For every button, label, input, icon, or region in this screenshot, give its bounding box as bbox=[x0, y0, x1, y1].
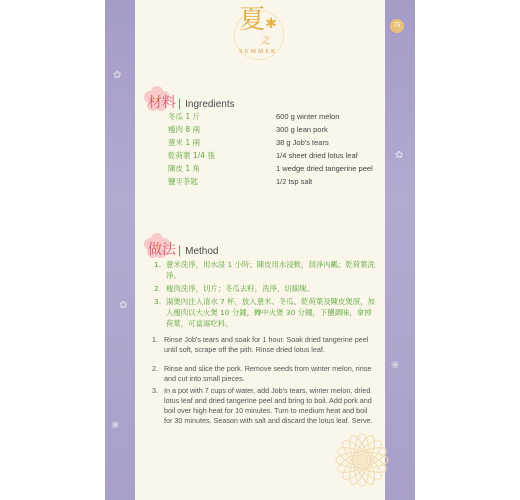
step-text-cn: 薏米洗淨，用水浸 1 小時；陳皮用水浸軟，刮淨內瓤；乾荷葉洗淨。 bbox=[166, 260, 375, 280]
ingredient-en: 38 g Job's tears bbox=[276, 138, 329, 147]
heading-separator: | bbox=[178, 243, 182, 257]
ingredient-en: 300 g lean pork bbox=[276, 125, 328, 134]
ingredient-row bbox=[168, 164, 373, 174]
step-text-en: Rinse Job's tears and soak for 1 hour. Soak dried tangerine peel until soft, scrape off the pith. Rinse dried lotus leaf. bbox=[164, 335, 369, 354]
small-flower-icon: ✿ bbox=[113, 70, 122, 81]
logo-english: SUMMER bbox=[238, 49, 277, 55]
step-text-cn: 瘦肉洗淨，切片；冬瓜去籽，洗淨，切細塊。 bbox=[166, 284, 314, 293]
ingredient-row bbox=[168, 177, 312, 187]
step-number: 2. bbox=[154, 284, 162, 293]
step-number: 2. bbox=[152, 364, 158, 373]
star-icon: ✱ bbox=[265, 16, 277, 32]
method-step-en bbox=[152, 364, 374, 384]
small-flower-icon: ✿ bbox=[119, 300, 128, 311]
method-step-en bbox=[152, 335, 374, 355]
summer-logo bbox=[228, 6, 288, 68]
ingredient-cn: 陳皮 1 角 bbox=[168, 164, 201, 173]
method-title-cn: 做法 bbox=[148, 242, 176, 258]
small-flower-icon: ❀ bbox=[111, 420, 120, 431]
ingredient-en: 1 wedge dried tangerine peel bbox=[276, 164, 373, 173]
ingredient-row bbox=[168, 151, 358, 161]
page-number: 75 bbox=[390, 19, 404, 33]
ingredient-cn: 瘦肉 8 兩 bbox=[168, 125, 201, 134]
ingredients-title-en: Ingredients bbox=[185, 99, 235, 110]
ingredients-title-cn: 材料 bbox=[148, 95, 176, 111]
step-number: 1. bbox=[152, 335, 158, 344]
small-flower-icon: ✿ bbox=[395, 150, 404, 161]
method-heading bbox=[148, 239, 218, 259]
step-number: 3. bbox=[154, 297, 162, 306]
ingredient-en: 1/4 sheet dried lotus leaf bbox=[276, 151, 358, 160]
logo-sub-character: 之 bbox=[261, 36, 271, 46]
method-step-cn bbox=[154, 296, 376, 329]
ingredient-cn: 冬瓜 1 斤 bbox=[168, 112, 201, 121]
step-text-en: In a pot with 7 cups of water, add Job's tears, winter melon, dried lotus leaf and dried tangerine peel and bring to boil. Add pork and boil over high heat for 10 minutes. Turn to medium heat and boil for 30 minutes. Season with salt and discard the lotus leaf. Serve. bbox=[164, 386, 373, 425]
ingredient-cn: 薏米 1 兩 bbox=[168, 138, 201, 147]
decorative-flower-icon bbox=[312, 400, 432, 500]
ingredient-row bbox=[168, 125, 328, 135]
ingredient-row bbox=[168, 112, 339, 122]
ingredient-cn: 乾荷葉 1/4 張 bbox=[168, 151, 215, 160]
left-decorative-band bbox=[105, 0, 135, 500]
method-title-en: Method bbox=[185, 246, 219, 257]
ingredient-en: 600 g winter melon bbox=[276, 112, 340, 121]
step-text-en: Rinse and slice the pork. Remove seeds from winter melon, rinse and cut into small pieces. bbox=[164, 364, 372, 383]
method-step-cn bbox=[154, 283, 376, 294]
heading-separator: | bbox=[178, 96, 182, 110]
method-step-cn bbox=[154, 259, 376, 281]
step-number: 1. bbox=[154, 260, 162, 269]
ingredients-heading bbox=[148, 92, 235, 112]
small-flower-icon: ❀ bbox=[391, 360, 400, 371]
ingredient-en: 1/2 tsp salt bbox=[276, 177, 313, 186]
ingredient-row bbox=[168, 138, 329, 148]
logo-character: 夏 bbox=[239, 5, 266, 35]
step-number: 3. bbox=[152, 386, 158, 395]
step-text-cn: 湯煲內注入清水 7 杯，放入薏米、冬瓜、乾荷葉及陳皮煲滾，加入瘦肉以大火煲 10 分鐘，轉中火煲 30 分鐘，下鹽調味，拿掉荷葉，可當湯吃料。 bbox=[166, 297, 375, 328]
ingredient-cn: 鹽半茶匙 bbox=[168, 177, 198, 186]
